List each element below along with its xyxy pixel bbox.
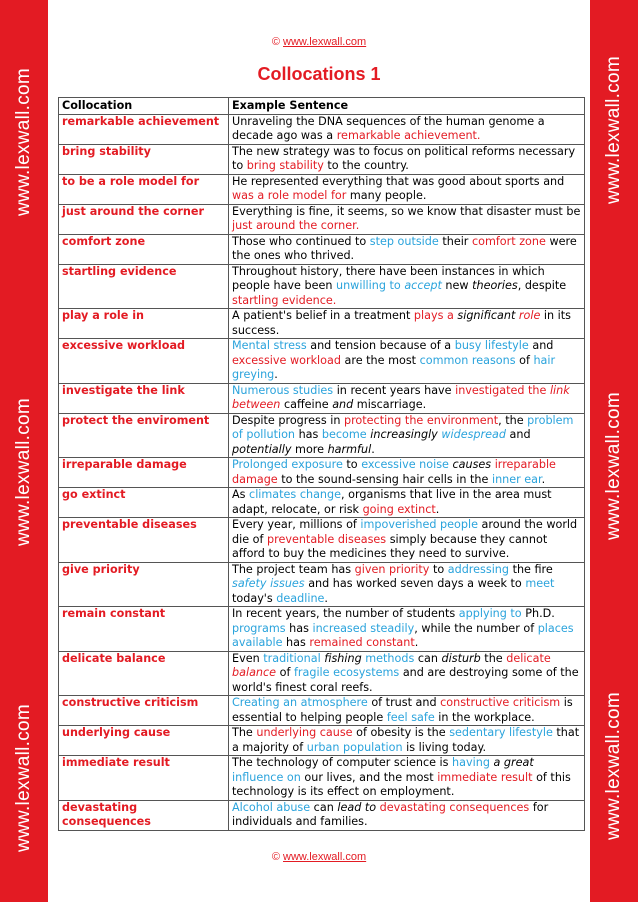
sentence-fragment: urban population <box>306 740 403 754</box>
sentence-fragment: is living today. <box>402 740 487 754</box>
sentence-fragment: a great <box>493 756 534 769</box>
example-sentence-cell <box>229 651 585 696</box>
table-row <box>59 562 585 607</box>
sentence-fragment: are the most <box>340 353 420 367</box>
sentence-fragment: balance <box>232 666 277 679</box>
sentence-fragment: A patient's belief in a treatment <box>232 309 414 322</box>
sentence-fragment: addressing <box>447 562 510 576</box>
sentence-fragment: the fire <box>509 562 553 576</box>
sentence-fragment: can <box>310 800 338 814</box>
side-watermark: www.lexwall.com <box>13 703 34 853</box>
sentence-fragment: immediate result <box>437 770 533 784</box>
sentence-fragment: common reasons <box>419 353 516 367</box>
sentence-fragment: having <box>452 756 494 769</box>
sentence-fragment: safety issues <box>232 577 305 590</box>
sentence-fragment: in recent years have <box>333 383 456 397</box>
sentence-fragment: Unraveling the DNA sequences of the human genome a decade ago was a <box>232 114 545 142</box>
example-sentence-cell <box>229 800 585 830</box>
sentence-fragment: were the ones who thrived. <box>232 234 577 262</box>
sentence-fragment: significant <box>457 309 516 322</box>
header-copyright: © <box>271 36 280 48</box>
sentence-fragment: hair greying <box>232 353 556 381</box>
sentence-fragment: traditional <box>263 651 321 665</box>
collocation-cell: devastating consequences <box>59 800 229 830</box>
sentence-fragment: devastating consequences <box>379 800 530 814</box>
table-body <box>59 114 585 830</box>
sentence-fragment: and tension because of a <box>306 339 455 352</box>
sentence-fragment: excessive workload <box>232 353 341 367</box>
sentence-fragment: Prolonged exposure <box>232 458 343 471</box>
sentence-fragment: lead to <box>337 800 377 814</box>
sentence-fragment: places available <box>232 621 574 649</box>
collocation-cell: just around the corner <box>59 204 229 234</box>
table-row <box>59 383 585 413</box>
sentence-fragment: just around the corner. <box>232 219 360 232</box>
sentence-fragment: The <box>232 726 257 739</box>
example-sentence-cell <box>229 726 585 756</box>
side-watermark: www.lexwall.com <box>13 397 34 547</box>
sentence-fragment: new <box>441 279 473 292</box>
sentence-fragment: become <box>321 428 367 441</box>
sentence-fragment: caffeine <box>280 398 333 411</box>
table-row <box>59 726 585 756</box>
collocation-cell: underlying cause <box>59 726 229 756</box>
sentence-fragment: to the country. <box>323 159 409 172</box>
sentence-fragment: to <box>429 562 448 576</box>
header-url <box>0 36 638 48</box>
sentence-fragment: programs <box>232 621 286 635</box>
sentence-fragment: delicate <box>506 651 551 665</box>
header-example-sentence: Example Sentence <box>229 98 585 115</box>
footer-copyright: © <box>271 851 280 863</box>
sentence-fragment: potentially <box>232 442 292 456</box>
collocation-cell: excessive workload <box>59 339 229 384</box>
sentence-fragment: of obesity is the <box>352 726 450 739</box>
sentence-fragment: remained constant <box>309 636 415 649</box>
sentence-fragment: bring stability <box>246 159 324 172</box>
sentence-fragment: fragile ecosystems <box>293 666 400 679</box>
collocation-cell: irreparable damage <box>59 458 229 488</box>
table-row <box>59 204 585 234</box>
sentence-fragment: our lives, and the most <box>300 770 438 784</box>
sentence-fragment: harmful <box>327 442 372 456</box>
side-watermark: www.lexwall.com <box>603 55 624 205</box>
table-row <box>59 144 585 174</box>
sentence-fragment: , despite <box>517 279 567 292</box>
sentence-fragment: climates change <box>249 488 341 501</box>
sentence-fragment: is essential to helping people <box>232 696 573 724</box>
example-sentence-cell <box>229 339 585 384</box>
sentence-fragment: problem of pollution <box>232 413 574 441</box>
sentence-fragment: Throughout history, there have been instances in which people have been <box>232 264 545 292</box>
collocation-cell: to be a role model for <box>59 174 229 204</box>
sentence-fragment: Every year, millions of <box>232 518 361 531</box>
sentence-fragment: applying to <box>458 607 522 620</box>
sentence-fragment: given priority <box>354 562 430 576</box>
header-url-link[interactable]: www.lexwall.com <box>283 36 367 48</box>
sentence-fragment: theories <box>472 279 518 292</box>
sentence-fragment: role <box>518 309 541 322</box>
sentence-fragment: miscarriage. <box>353 398 427 411</box>
example-sentence-cell <box>229 562 585 607</box>
sentence-fragment: can <box>414 651 442 665</box>
sentence-fragment: of <box>515 353 534 367</box>
sentence-fragment: . <box>435 502 440 516</box>
collocation-cell: startling evidence <box>59 264 229 309</box>
sentence-fragment: startling evidence. <box>232 293 337 307</box>
sentence-fragment: feel safe <box>386 710 435 724</box>
sentence-fragment: plays a <box>413 309 458 322</box>
sentence-fragment: He represented everything that was good about sports and <box>232 174 565 188</box>
collocation-cell: protect the enviroment <box>59 413 229 458</box>
sentence-fragment: As <box>232 488 250 501</box>
example-sentence-cell <box>229 174 585 204</box>
sentence-fragment: Everything is fine, it seems, so we know that disaster must be <box>232 204 581 218</box>
sentence-fragment: Creating an atmosphere <box>232 696 368 709</box>
table-row <box>59 756 585 801</box>
sentence-fragment: Ph.D. <box>521 607 555 620</box>
example-sentence-cell <box>229 309 585 339</box>
sentence-fragment: has <box>285 621 313 635</box>
collocation-cell: bring stability <box>59 144 229 174</box>
sentence-fragment: and has worked seven days a week to <box>304 577 526 590</box>
sentence-fragment: , organisms that live in the area must adapt, relocate, or risk <box>232 488 552 516</box>
collocation-cell: go extinct <box>59 488 229 518</box>
sentence-fragment: and <box>332 398 354 411</box>
example-sentence-cell <box>229 114 585 144</box>
example-sentence-cell <box>229 383 585 413</box>
sentence-fragment: Even <box>232 651 264 665</box>
sentence-fragment: to <box>342 458 362 471</box>
sentence-fragment: . <box>541 472 546 486</box>
sentence-fragment: the <box>480 651 507 665</box>
example-sentence-cell <box>229 518 585 563</box>
sentence-fragment: increased steadily <box>312 621 415 635</box>
sentence-fragment: Alcohol abuse <box>232 800 311 814</box>
example-sentence-cell <box>229 696 585 726</box>
sentence-fragment: today's <box>232 591 277 605</box>
sentence-fragment: going extinct <box>362 502 436 516</box>
sentence-fragment: methods <box>365 651 415 665</box>
footer-url-link[interactable]: www.lexwall.com <box>283 851 367 863</box>
table-row <box>59 413 585 458</box>
sentence-fragment: was a role model for <box>232 189 347 202</box>
sentence-fragment: of trust and <box>367 696 441 709</box>
sentence-fragment: link between <box>232 383 570 411</box>
sentence-fragment: of <box>276 666 294 679</box>
table-row <box>59 114 585 144</box>
sentence-fragment: constructive criticism <box>440 696 561 709</box>
sentence-fragment: their <box>438 234 472 248</box>
table-row <box>59 607 585 652</box>
sentence-fragment: that a majority of <box>232 726 580 754</box>
sentence-fragment: has <box>282 636 310 649</box>
collocation-cell: investigate the link <box>59 383 229 413</box>
sentence-fragment: , while the number of <box>414 621 538 635</box>
sentence-fragment: busy lifestyle <box>454 339 529 352</box>
right-side-banner <box>590 0 638 902</box>
sentence-fragment: Numerous studies <box>232 383 334 397</box>
sentence-fragment: investigated the <box>455 383 550 397</box>
sentence-fragment: . <box>414 636 419 649</box>
sentence-fragment: for individuals and families. <box>232 800 549 828</box>
table-row <box>59 174 585 204</box>
example-sentence-cell <box>229 756 585 801</box>
sentence-fragment: . <box>324 591 328 605</box>
sentence-fragment: Those who continued to <box>232 234 370 248</box>
table-row <box>59 488 585 518</box>
sentence-fragment: Mental stress <box>232 339 307 352</box>
sentence-fragment: The project team has <box>232 562 355 576</box>
table-row <box>59 309 585 339</box>
sentence-fragment: and are destroying some of the world's finest coral reefs. <box>232 666 579 694</box>
sentence-fragment: to the sound-sensing hair cells in the <box>277 472 492 486</box>
sentence-fragment: causes <box>452 458 492 471</box>
example-sentence-cell <box>229 264 585 309</box>
sentence-fragment: sedentary lifestyle <box>449 726 553 739</box>
sentence-fragment: In recent years, the number of students <box>232 607 459 620</box>
sentence-fragment: The technology of computer science is <box>232 756 453 769</box>
sentence-fragment: around the world die of <box>232 518 578 546</box>
sentence-fragment: simply because they cannot afford to buy the medicines they need to survive. <box>232 532 548 560</box>
example-sentence-cell <box>229 488 585 518</box>
sentence-fragment: widespread <box>441 428 506 441</box>
sentence-fragment: in the workplace. <box>434 710 535 724</box>
sentence-fragment: comfort zone <box>471 234 546 248</box>
example-sentence-cell <box>229 607 585 652</box>
collocation-cell: preventable diseases <box>59 518 229 563</box>
table-row <box>59 458 585 488</box>
sentence-fragment: accept <box>404 279 442 292</box>
sentence-fragment: deadline <box>276 591 325 605</box>
table-row <box>59 696 585 726</box>
collocation-cell: play a role in <box>59 309 229 339</box>
collocations-table <box>58 97 585 831</box>
sentence-fragment: irreparable damage <box>232 458 556 486</box>
sentence-fragment: influence on <box>232 770 301 784</box>
header-collocation: Collocation <box>59 98 229 115</box>
sentence-fragment: , the <box>498 413 528 427</box>
collocation-cell: constructive criticism <box>59 696 229 726</box>
sentence-fragment: more <box>291 442 328 456</box>
page-title: Collocations 1 <box>257 64 381 84</box>
sentence-fragment: preventable diseases <box>267 532 387 546</box>
table-row <box>59 518 585 563</box>
sentence-fragment: has <box>295 428 322 441</box>
table-row <box>59 234 585 264</box>
table-header-row <box>59 98 585 115</box>
collocation-cell: immediate result <box>59 756 229 801</box>
collocation-cell: remain constant <box>59 607 229 652</box>
table-row <box>59 339 585 384</box>
sentence-fragment: Despite progress in <box>232 413 344 427</box>
sentence-fragment: The new strategy was to focus on political reforms necessary to <box>232 144 576 172</box>
sentence-fragment: in its success. <box>232 309 571 337</box>
sentence-fragment: disturb <box>441 651 481 665</box>
example-sentence-cell <box>229 458 585 488</box>
collocation-cell: comfort zone <box>59 234 229 264</box>
sentence-fragment: inner ear <box>491 472 542 486</box>
sentence-fragment: step outside <box>369 234 439 248</box>
sentence-fragment: meet <box>525 577 555 590</box>
table-row <box>59 800 585 830</box>
side-watermark: www.lexwall.com <box>13 67 34 217</box>
example-sentence-cell <box>229 413 585 458</box>
sentence-fragment: increasingly <box>370 428 438 441</box>
collocation-cell: delicate balance <box>59 651 229 696</box>
sentence-fragment: many people. <box>346 189 427 202</box>
sentence-fragment: unwilling to <box>336 279 405 292</box>
table-row <box>59 264 585 309</box>
example-sentence-cell <box>229 204 585 234</box>
collocation-cell: remarkable achievement <box>59 114 229 144</box>
sentence-fragment: . <box>371 442 375 456</box>
sentence-fragment: remarkable achievement. <box>336 129 481 142</box>
example-sentence-cell <box>229 144 585 174</box>
sentence-fragment: protecting the environment <box>343 413 499 427</box>
sentence-fragment: underlying cause <box>256 726 353 739</box>
footer-url <box>0 851 638 863</box>
collocation-cell: give priority <box>59 562 229 607</box>
sentence-fragment: and <box>528 339 554 352</box>
side-watermark: www.lexwall.com <box>603 691 624 841</box>
sentence-fragment: excessive noise <box>361 458 449 471</box>
sentence-fragment: of this technology is its effect on employment. <box>232 770 571 798</box>
sentence-fragment: impoverished people <box>360 518 478 531</box>
side-watermark: www.lexwall.com <box>603 391 624 541</box>
example-sentence-cell <box>229 234 585 264</box>
sentence-fragment: fishing <box>324 651 362 665</box>
left-side-banner <box>0 0 48 902</box>
sentence-fragment: and <box>505 428 531 441</box>
sentence-fragment: . <box>274 368 278 381</box>
table-row <box>59 651 585 696</box>
